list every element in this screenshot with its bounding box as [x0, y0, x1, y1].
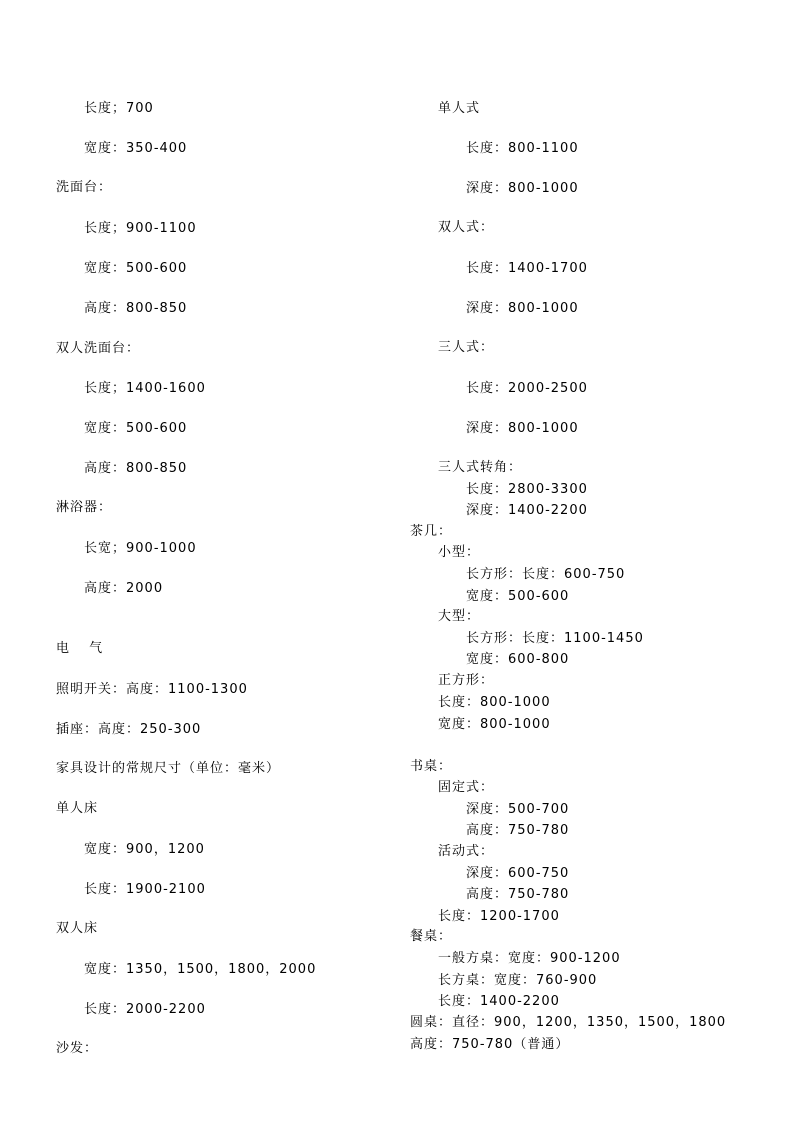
text-line: 圆桌：直径：900，1200，1350，1500，1800 — [410, 1015, 727, 1030]
section-heading: 书桌： — [410, 759, 453, 774]
section-heading: 大型： — [438, 609, 481, 624]
text-line: 宽度：350-400 — [84, 141, 188, 156]
text-line: 高度：800-850 — [84, 461, 188, 476]
text-line: 长度：1200-1700 — [438, 909, 560, 924]
text-line: 高度：750-780 — [466, 823, 570, 838]
text-line: 长度；700 — [84, 101, 154, 116]
text-line: 高度：800-850 — [84, 301, 188, 316]
text-line: 宽度：900，1200 — [84, 842, 205, 857]
text-line: 长度；900-1100 — [84, 221, 197, 236]
section-heading: 单人式 — [438, 101, 481, 116]
text-line: 长宽；900-1000 — [84, 541, 197, 556]
text-line: 长度：800-1100 — [466, 141, 579, 156]
text-line: 宽度：800-1000 — [438, 717, 551, 732]
text-line: 长度：800-1000 — [438, 695, 551, 710]
text-line: 高度：750-780（普通） — [410, 1037, 570, 1052]
text-line: 长度：2000-2500 — [466, 381, 588, 396]
text-line: 长度：1400-2200 — [438, 994, 560, 1009]
section-heading: 双人床 — [56, 921, 99, 936]
text-line: 宽度：600-800 — [466, 652, 570, 667]
text-line: 长度：2800-3300 — [466, 482, 588, 497]
section-heading: 小型： — [438, 545, 481, 560]
text-line: 深度：1400-2200 — [466, 503, 588, 518]
text-line: 长方桌：宽度：760-900 — [438, 973, 598, 988]
text-line: 照明开关：高度：1100-1300 — [56, 682, 248, 697]
section-heading: 三人式转角： — [438, 460, 523, 475]
text-line: 深度：800-1000 — [466, 421, 579, 436]
text-line: 深度：800-1000 — [466, 301, 579, 316]
section-heading: 茶几： — [410, 524, 453, 539]
text-line: 长度；1400-1600 — [84, 381, 206, 396]
section-heading: 餐桌： — [410, 929, 453, 944]
section-heading: 洗面台： — [56, 180, 113, 195]
text-line: 宽度：500-600 — [84, 421, 188, 436]
text-line: 宽度：500-600 — [84, 261, 188, 276]
section-heading: 淋浴器： — [56, 500, 113, 515]
text-line: 高度：2000 — [84, 581, 164, 596]
section-heading: 沙发： — [56, 1041, 99, 1056]
text-line: 长度：2000-2200 — [84, 1002, 206, 1017]
section-heading: 单人床 — [56, 801, 99, 816]
text-line: 长方形：长度：600-750 — [466, 567, 626, 582]
section-heading: 双人式： — [438, 220, 495, 235]
text-line: 高度：750-780 — [466, 887, 570, 902]
section-heading: 三人式： — [438, 340, 495, 355]
text-line: 宽度：1350，1500，1800，2000 — [84, 962, 317, 977]
text-line: 宽度：500-600 — [466, 589, 570, 604]
text-line: 长度：1400-1700 — [466, 261, 588, 276]
text-line: 长度：1900-2100 — [84, 882, 206, 897]
text-line: 深度：800-1000 — [466, 181, 579, 196]
section-heading: 固定式： — [438, 780, 495, 795]
text-line: 深度：500-700 — [466, 802, 570, 817]
section-heading: 双人洗面台： — [56, 341, 141, 356]
section-heading: 活动式： — [438, 844, 495, 859]
text-line: 插座：高度：250-300 — [56, 722, 202, 737]
section-heading: 家具设计的常规尺寸（单位：毫米） — [56, 761, 281, 776]
section-heading: 电 气 — [56, 641, 104, 656]
text-line: 长方形：长度：1100-1450 — [466, 631, 644, 646]
text-line: 一般方桌：宽度：900-1200 — [438, 951, 621, 966]
section-heading: 正方形： — [438, 673, 495, 688]
text-line: 深度：600-750 — [466, 866, 570, 881]
